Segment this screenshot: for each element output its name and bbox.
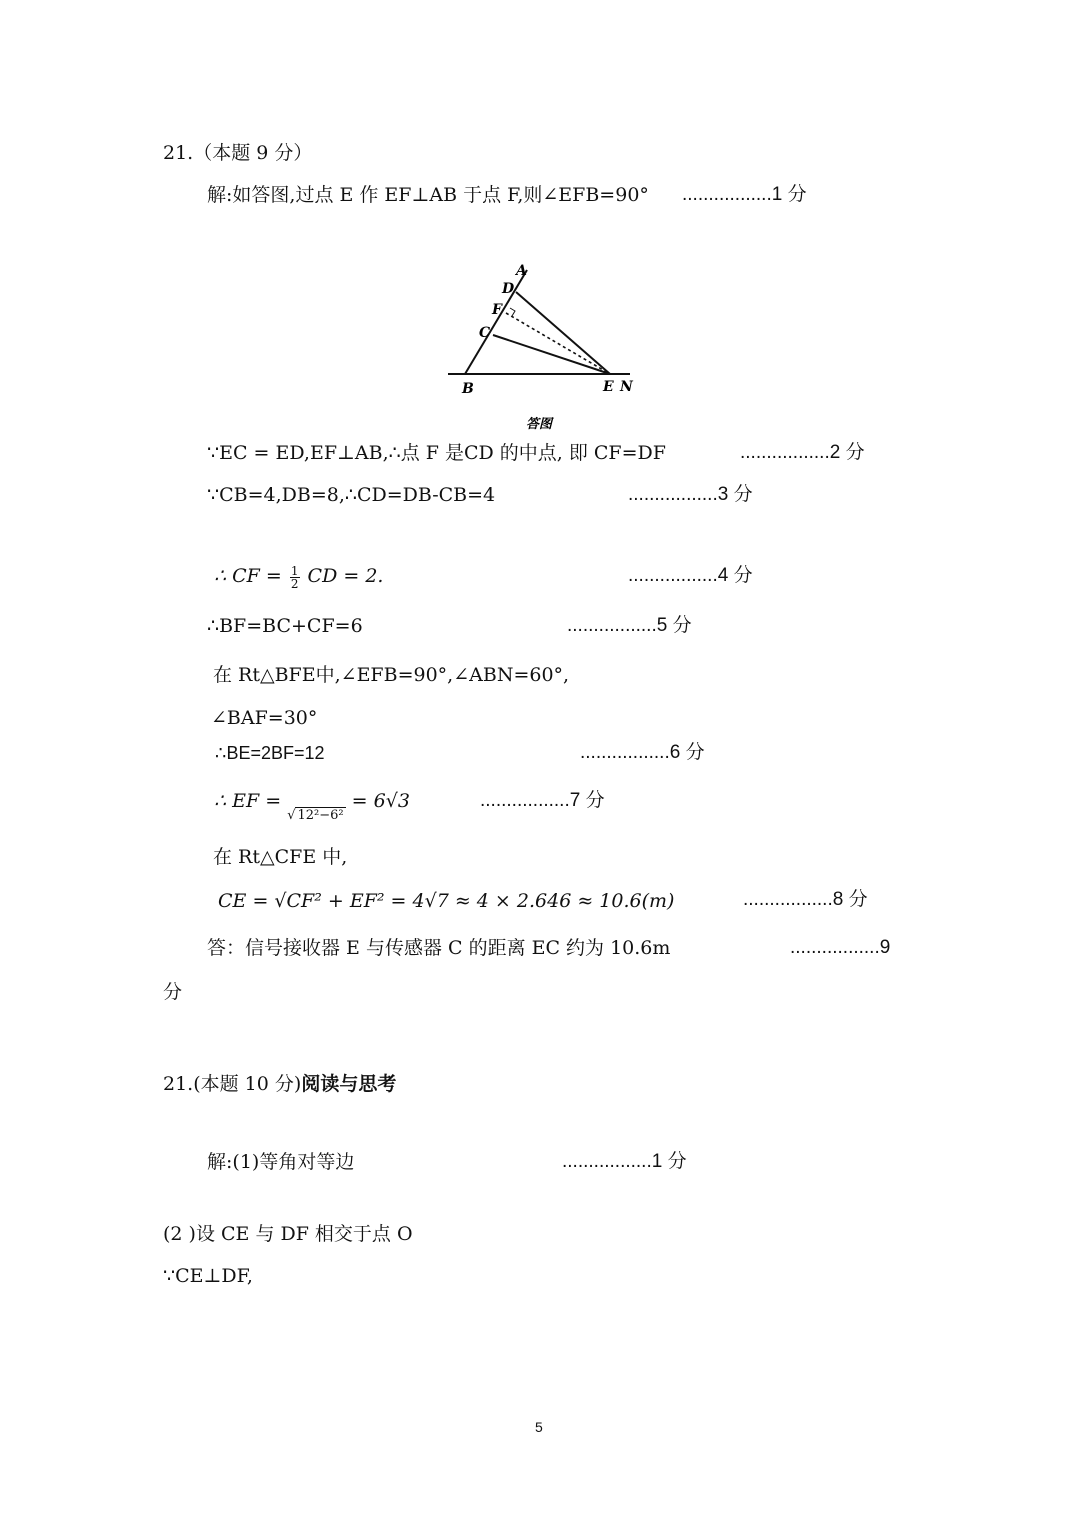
equation-text: ∴ EF = [214, 790, 288, 812]
solution-line-9 [214, 788, 410, 828]
equation-text: = 6√3 [351, 790, 410, 812]
label-b: B [462, 381, 474, 397]
part-1-answer: 解:(1)等角对等边 [207, 1151, 355, 1173]
equation-text: ∴ CF = [214, 565, 288, 587]
score-mark: .................7 分 [480, 790, 605, 811]
label-n: N [620, 379, 633, 395]
sqrt-radicand: 12²−6² [297, 808, 344, 823]
solution-line-6: 在 Rt△BFE中,∠EFB=90°,∠ABN=60°, [213, 664, 570, 686]
part-2-intro: (2 )设 CE 与 DF 相交于点 O [163, 1223, 413, 1245]
page-number: 5 [535, 1419, 543, 1435]
score-mark: .................9 [790, 937, 891, 958]
score-mark: .................5 分 [567, 615, 692, 636]
answer-line: 答：信号接收器 E 与传感器 C 的距离 EC 约为 10.6m [207, 937, 671, 959]
segment-ba [465, 270, 527, 374]
score-mark: .................4 分 [628, 565, 753, 586]
segment-ce [493, 335, 610, 374]
score-mark: .................8 分 [743, 889, 868, 910]
question-header-plain: 21.(本题 10 分) [163, 1073, 302, 1095]
fraction-denominator: 2 [290, 576, 299, 591]
segment-de [516, 292, 610, 374]
fraction-numerator: 1 [290, 563, 299, 578]
question-header-title: 阅读与思考 [301, 1073, 397, 1095]
solution-line-5: ∴BF=BC+CF=6 [207, 615, 363, 637]
geometry-figure [440, 255, 650, 435]
part-2-line: ∵CE⊥DF, [163, 1265, 253, 1287]
equation-text: CD = 2. [307, 565, 384, 587]
solution-line-10: 在 Rt△CFE 中, [213, 846, 348, 868]
solution-line-3: ∵CB=4,DB=8,∴CD=DB-CB=4 [207, 484, 496, 506]
label-a: A [516, 263, 527, 279]
label-d: D [502, 281, 515, 297]
score-mark: .................1 分 [682, 184, 807, 205]
score-mark: .................6 分 [580, 742, 705, 763]
score-mark: .................2 分 [740, 442, 865, 463]
label-f: F [492, 302, 502, 318]
figure-caption: 答图 [526, 417, 553, 432]
solution-line-4 [214, 559, 383, 593]
label-e: E [603, 379, 614, 395]
solution-line-7: ∠BAF=30° [211, 707, 318, 729]
solution-intro: 解:如答图,过点 E 作 EF⊥AB 于点 F,则∠EFB=90° [207, 184, 649, 206]
label-c: C [479, 325, 491, 341]
question-header: 21.（本题 9 分） [163, 142, 313, 164]
solution-line-8: ∴BE=2BF=12 [215, 743, 325, 763]
fraction-half [290, 565, 300, 590]
solution-line-11: CE = √CF² + EF² = 4√7 ≈ 4 × 2.646 ≈ 10.6(m) [218, 890, 675, 912]
solution-line-2: ∵EC = ED,EF⊥AB,∴点 F 是CD 的中点, 即 CF=DF [207, 442, 666, 464]
score-mark-tail: 分 [163, 981, 183, 1003]
question-header [163, 1072, 396, 1096]
score-mark: .................1 分 [562, 1151, 687, 1172]
sqrt-expression: √ 12²−6² [287, 808, 344, 823]
right-angle-mark [510, 308, 515, 316]
score-mark: .................3 分 [628, 484, 753, 505]
